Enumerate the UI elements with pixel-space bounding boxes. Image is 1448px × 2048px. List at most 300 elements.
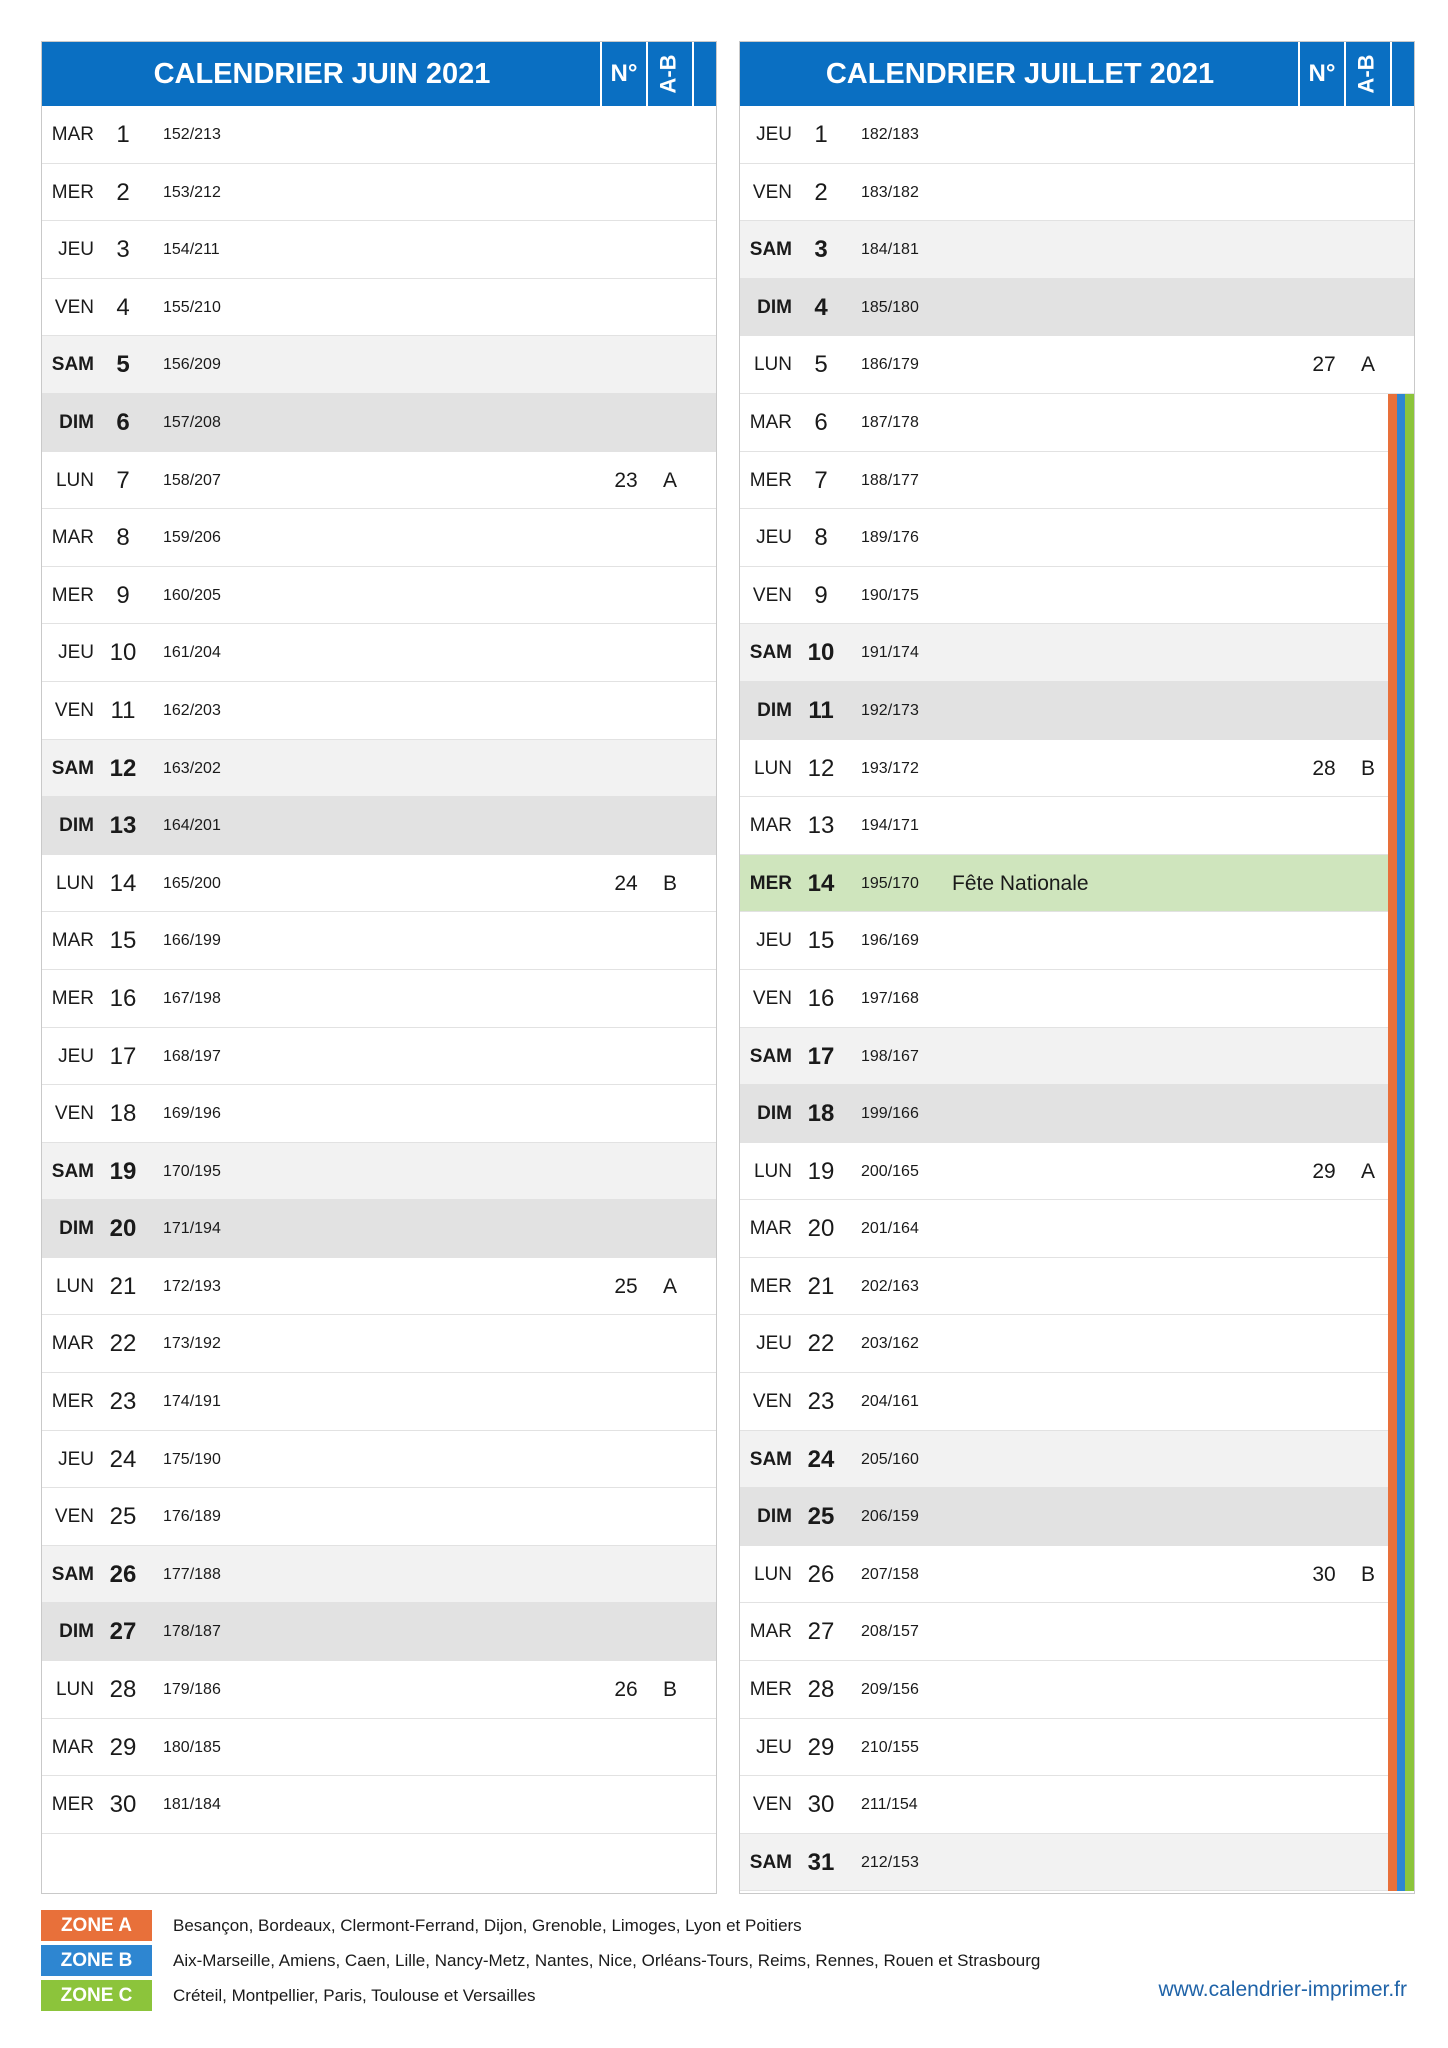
day-ordinal: 205/160 (861, 1450, 919, 1468)
zone-a-bar (1388, 452, 1397, 510)
zone-c-bar (1405, 1431, 1414, 1489)
day-ordinal: 193/172 (861, 759, 919, 777)
day-ordinal: 166/199 (163, 932, 221, 950)
day-of-week: MAR (51, 124, 94, 145)
day-of-week: VEN (54, 296, 94, 318)
zone-b-bar (1397, 1143, 1406, 1201)
zone-c-bar (1405, 1143, 1414, 1201)
calendar-header (740, 42, 1414, 106)
day-ordinal: 177/188 (163, 1565, 221, 1583)
zone-a-bar (1388, 740, 1397, 798)
school-holiday-zones (1388, 1719, 1414, 1777)
calendar-header (42, 42, 716, 106)
day-row (740, 394, 1414, 452)
zone-b-bar (1397, 740, 1406, 798)
school-holiday-zones (1388, 1028, 1414, 1086)
week-ab: A (662, 1274, 677, 1298)
day-row (740, 1143, 1414, 1201)
day-number: 28 (807, 1676, 835, 1704)
zone-c-bar (1405, 509, 1414, 567)
day-number: 27 (807, 1618, 835, 1646)
day-row (42, 1546, 716, 1604)
day-ordinal: 202/163 (861, 1277, 919, 1295)
day-ordinal: 195/170 (861, 874, 919, 892)
day-of-week: LUN (55, 1275, 94, 1297)
zone-a-bar (1388, 1028, 1397, 1086)
zone-a-bar (1388, 855, 1397, 913)
day-number: 14 (109, 869, 137, 897)
day-ordinal: 155/210 (163, 298, 221, 316)
week-number: 23 (614, 468, 638, 492)
school-holiday-zones (1388, 855, 1414, 913)
day-row (42, 912, 716, 970)
day-of-week: LUN (753, 354, 792, 376)
day-ordinal: 210/155 (861, 1738, 919, 1756)
zone-c-bar (1405, 1085, 1414, 1143)
zone-a-cities: Besançon, Bordeaux, Clermont-Ferrand, Dijon, Grenoble, Limoges, Lyon et Poitiers (173, 1916, 802, 1935)
zone-c-bar (1405, 452, 1414, 510)
day-number: 2 (814, 178, 828, 206)
day-row (740, 106, 1414, 164)
school-holiday-zones (1388, 1431, 1414, 1489)
day-number: 3 (116, 236, 130, 264)
legend-zone-a (41, 1908, 1411, 1943)
day-ordinal: 197/168 (861, 989, 919, 1007)
day-ordinal: 186/179 (861, 356, 919, 374)
zone-a-bar (1388, 1431, 1397, 1489)
day-ordinal: 206/159 (861, 1508, 919, 1526)
zone-b-bar (1397, 912, 1406, 970)
day-row (740, 1834, 1414, 1892)
day-number: 30 (807, 1791, 835, 1819)
week-number: 24 (614, 871, 638, 895)
day-row (740, 1085, 1414, 1143)
zone-c-bar (1405, 1258, 1414, 1316)
day-number: 6 (814, 408, 828, 436)
day-of-week: JEU (756, 1333, 792, 1355)
day-number: 30 (109, 1791, 137, 1819)
day-number: 16 (807, 984, 835, 1012)
school-holiday-zones (1388, 970, 1414, 1028)
day-ordinal: 184/181 (861, 241, 919, 259)
day-row (42, 624, 716, 682)
day-number: 4 (116, 293, 130, 321)
day-of-week: DIM (757, 1506, 792, 1528)
day-number: 5 (116, 351, 130, 379)
day-ordinal: 157/208 (163, 413, 221, 431)
school-holiday-zones (1388, 1373, 1414, 1431)
day-ordinal: 162/203 (163, 701, 221, 719)
day-of-week: SAM (749, 642, 792, 664)
zone-c-bar (1405, 567, 1414, 625)
day-of-week: VEN (752, 987, 792, 1009)
website-link[interactable]: www.calendrier-imprimer.fr (1158, 1978, 1407, 2001)
day-row (740, 164, 1414, 222)
day-number: 21 (109, 1272, 137, 1300)
day-of-week: VEN (752, 181, 792, 203)
day-rows (42, 106, 716, 1834)
day-ordinal: 160/205 (163, 586, 221, 604)
day-ordinal: 174/191 (163, 1393, 221, 1411)
day-ordinal: 182/183 (861, 126, 919, 143)
day-ordinal: 154/211 (163, 241, 220, 259)
day-number: 17 (109, 1042, 137, 1070)
day-ordinal: 183/182 (861, 183, 919, 201)
zone-b-bar (1397, 509, 1406, 567)
day-of-week: MER (749, 1679, 792, 1701)
week-ab: A (1360, 1159, 1375, 1183)
day-of-week: SAM (51, 354, 94, 376)
week-ab: A (662, 468, 677, 492)
week-ab: B (662, 1678, 677, 1702)
day-number: 18 (109, 1100, 137, 1128)
day-number: 12 (109, 754, 137, 782)
day-number: 21 (807, 1272, 835, 1300)
day-ordinal: 189/176 (861, 529, 919, 547)
zone-c-bar (1405, 1834, 1414, 1892)
school-holiday-zones (1388, 740, 1414, 798)
day-ordinal: 163/202 (163, 759, 221, 777)
zone-b-bar (1397, 1488, 1406, 1546)
day-number: 22 (109, 1330, 137, 1358)
day-ordinal: 188/177 (861, 471, 919, 489)
day-number: 5 (814, 351, 828, 379)
calendar-title: CALENDRIER JUIN 2021 (153, 58, 491, 90)
day-row (42, 1028, 716, 1086)
day-row (740, 1546, 1414, 1604)
school-holiday-zones (1388, 567, 1414, 625)
day-row (42, 164, 716, 222)
school-holiday-zones (1388, 1776, 1414, 1834)
day-row (740, 970, 1414, 1028)
day-ordinal: 175/190 (163, 1450, 221, 1468)
day-of-week: VEN (54, 699, 94, 721)
zone-a-bar (1388, 1373, 1397, 1431)
day-row (42, 221, 716, 279)
zone-c-badge: ZONE C (41, 1980, 152, 2011)
day-ordinal: 172/193 (163, 1277, 221, 1295)
legend-zone-b (41, 1943, 1411, 1978)
zone-b-bar (1397, 1661, 1406, 1719)
zone-a-bar (1388, 1719, 1397, 1777)
zone-b-bar (1397, 970, 1406, 1028)
day-of-week: DIM (757, 699, 792, 721)
day-row (42, 106, 716, 164)
day-row (42, 1085, 716, 1143)
day-row (740, 1776, 1414, 1834)
day-row (42, 1488, 716, 1546)
day-ordinal: 176/189 (163, 1508, 221, 1526)
zone-b-bar (1397, 1431, 1406, 1489)
school-holiday-zones (1388, 1603, 1414, 1661)
day-number: 3 (814, 236, 828, 264)
zone-a-bar (1388, 682, 1397, 740)
day-of-week: JEU (58, 1045, 94, 1067)
day-ordinal: 203/162 (861, 1335, 919, 1353)
zone-b-bar (1397, 452, 1406, 510)
day-of-week: MAR (749, 815, 792, 837)
day-number: 1 (814, 121, 828, 148)
week-number: 29 (1312, 1159, 1336, 1183)
day-number: 29 (109, 1733, 137, 1761)
zone-a-bar (1388, 1834, 1397, 1892)
day-of-week: SAM (749, 1045, 792, 1067)
day-row (740, 1373, 1414, 1431)
school-holiday-zones (1388, 1258, 1414, 1316)
zone-c-bar (1405, 970, 1414, 1028)
zone-c-bar (1405, 1028, 1414, 1086)
zone-b-bar (1397, 682, 1406, 740)
day-number: 10 (807, 639, 835, 667)
day-ordinal: 178/187 (163, 1623, 221, 1641)
zone-a-bar (1388, 797, 1397, 855)
zone-b-bar (1397, 797, 1406, 855)
day-row (740, 452, 1414, 510)
day-number: 29 (807, 1733, 835, 1761)
day-of-week: MER (749, 469, 792, 491)
day-of-week: DIM (59, 411, 94, 433)
day-row (740, 279, 1414, 337)
header-divider (1390, 42, 1392, 106)
zone-c-bar (1405, 1719, 1414, 1777)
week-number-header: N° (610, 60, 638, 87)
day-of-week: VEN (752, 1391, 792, 1413)
zone-a-bar (1388, 912, 1397, 970)
day-number: 20 (109, 1215, 137, 1243)
day-ordinal: 161/204 (163, 644, 221, 662)
day-row (42, 279, 716, 337)
zone-b-bar (1397, 1834, 1406, 1892)
day-ordinal: 156/209 (163, 356, 221, 374)
day-of-week: SAM (749, 1448, 792, 1470)
day-number: 13 (109, 812, 137, 840)
zone-a-bar (1388, 1661, 1397, 1719)
day-of-week: MER (51, 1794, 94, 1816)
day-ordinal: 158/207 (163, 471, 221, 489)
school-holiday-zones (1388, 394, 1414, 452)
day-ordinal: 209/156 (861, 1681, 919, 1699)
day-row (740, 1258, 1414, 1316)
day-of-week: JEU (58, 1448, 94, 1470)
zone-b-bar (1397, 1315, 1406, 1373)
day-number: 22 (807, 1330, 835, 1358)
school-holiday-zones (1388, 682, 1414, 740)
day-ordinal: 168/197 (163, 1047, 221, 1065)
day-ordinal: 170/195 (163, 1162, 221, 1180)
day-of-week: MER (749, 1275, 792, 1297)
day-of-week: DIM (59, 1621, 94, 1643)
zone-b-bar (1397, 1776, 1406, 1834)
zone-b-bar (1397, 394, 1406, 452)
day-number: 25 (109, 1503, 137, 1531)
day-number: 1 (116, 121, 130, 148)
week-number-header: N° (1308, 60, 1336, 87)
school-holiday-zones (1388, 452, 1414, 510)
day-ordinal: 165/200 (163, 874, 221, 892)
zone-a-bar (1388, 1315, 1397, 1373)
day-number: 13 (807, 812, 835, 840)
day-ordinal: 194/171 (861, 817, 919, 835)
day-number: 27 (109, 1618, 137, 1646)
week-number: 25 (614, 1274, 638, 1298)
day-of-week: MER (51, 181, 94, 203)
day-number: 7 (814, 466, 828, 494)
day-row (42, 567, 716, 625)
zone-b-bar (1397, 1719, 1406, 1777)
day-row (42, 509, 716, 567)
school-holiday-zones (1388, 1661, 1414, 1719)
day-ordinal: 208/157 (861, 1623, 919, 1641)
week-number: 26 (614, 1678, 638, 1702)
day-row (740, 624, 1414, 682)
day-number: 9 (116, 581, 130, 609)
zone-a-bar (1388, 1258, 1397, 1316)
day-rows (740, 106, 1414, 1891)
day-ordinal: 159/206 (163, 529, 221, 547)
zone-c-bar (1405, 1488, 1414, 1546)
day-row (740, 682, 1414, 740)
day-row (42, 682, 716, 740)
school-holiday-zones (1388, 912, 1414, 970)
zone-a-bar (1388, 509, 1397, 567)
day-row (740, 855, 1414, 913)
day-number: 11 (110, 696, 136, 724)
day-of-week: MAR (51, 930, 94, 952)
day-of-week: JEU (756, 1736, 792, 1758)
day-row (740, 1603, 1414, 1661)
week-number: 27 (1312, 353, 1336, 377)
day-row (740, 1431, 1414, 1489)
day-number: 31 (807, 1848, 835, 1876)
day-of-week: MER (51, 1391, 94, 1413)
day-number: 25 (807, 1503, 835, 1531)
day-number: 26 (807, 1560, 835, 1588)
day-of-week: DIM (59, 815, 94, 837)
day-row (42, 394, 716, 452)
day-ordinal: 198/167 (861, 1047, 919, 1065)
day-of-week: MAR (749, 1218, 792, 1240)
day-of-week: MAR (749, 1621, 792, 1643)
week-number: 30 (1312, 1562, 1336, 1586)
day-ordinal: 211/154 (861, 1796, 918, 1814)
school-holiday-zones (1388, 1143, 1414, 1201)
day-of-week: LUN (55, 469, 94, 491)
zone-b-bar (1397, 624, 1406, 682)
week-ab: B (1360, 1562, 1375, 1586)
day-of-week: VEN (54, 1506, 94, 1528)
zone-b-bar (1397, 567, 1406, 625)
zone-a-bar (1388, 970, 1397, 1028)
day-row (740, 336, 1414, 394)
day-of-week: SAM (749, 1851, 792, 1873)
week-ab: B (662, 871, 677, 895)
day-of-week: LUN (55, 1679, 94, 1701)
day-number: 14 (807, 869, 835, 897)
day-ordinal: 181/184 (163, 1796, 221, 1814)
day-of-week: VEN (752, 584, 792, 606)
day-of-week: MER (51, 987, 94, 1009)
zone-a-bar (1388, 394, 1397, 452)
zone-c-bar (1405, 394, 1414, 452)
day-ordinal: 153/212 (163, 183, 221, 201)
holiday-label: Fête Nationale (952, 871, 1089, 895)
day-row (42, 1431, 716, 1489)
header-divider (692, 42, 694, 106)
zone-c-bar (1405, 1200, 1414, 1258)
day-row (42, 1719, 716, 1777)
day-ordinal: 152/213 (163, 126, 221, 143)
zone-a-bar (1388, 1143, 1397, 1201)
day-row (42, 970, 716, 1028)
day-ordinal: 187/178 (861, 413, 919, 431)
day-ordinal: 192/173 (861, 701, 919, 719)
day-number: 6 (116, 408, 130, 436)
day-row (740, 912, 1414, 970)
zone-a-bar (1388, 567, 1397, 625)
zone-a-badge: ZONE A (41, 1910, 152, 1941)
day-number: 15 (109, 927, 137, 955)
zone-b-badge: ZONE B (41, 1945, 152, 1976)
week-ab-header: A-B (655, 54, 681, 94)
day-row (740, 1719, 1414, 1777)
day-row (740, 797, 1414, 855)
zone-c-bar (1405, 740, 1414, 798)
day-number: 8 (814, 524, 828, 552)
day-row (42, 1661, 716, 1719)
day-row (42, 797, 716, 855)
day-row (740, 1661, 1414, 1719)
day-ordinal: 171/194 (163, 1220, 221, 1238)
zone-b-cities: Aix-Marseille, Amiens, Caen, Lille, Nancy-Metz, Nantes, Nice, Orléans-Tours, Reims, Rennes, Rouen et Strasbourg (173, 1951, 1041, 1970)
day-ordinal: 164/201 (163, 817, 221, 835)
day-of-week: LUN (753, 1160, 792, 1182)
zone-c-bar (1405, 1546, 1414, 1604)
day-of-week: MAR (749, 411, 792, 433)
zone-c-bar (1405, 855, 1414, 913)
day-row (740, 1028, 1414, 1086)
zone-c-bar (1405, 624, 1414, 682)
school-holiday-zones (1388, 1315, 1414, 1373)
day-of-week: MAR (51, 1736, 94, 1758)
zone-c-bar (1405, 1315, 1414, 1373)
day-of-week: JEU (756, 124, 792, 145)
day-ordinal: 190/175 (861, 586, 919, 604)
day-number: 24 (807, 1445, 835, 1473)
week-ab-header: A-B (1353, 54, 1379, 94)
day-ordinal: 212/153 (861, 1853, 919, 1871)
zone-a-bar (1388, 1546, 1397, 1604)
zone-b-bar (1397, 1258, 1406, 1316)
day-of-week: MER (51, 584, 94, 606)
day-number: 23 (807, 1388, 835, 1416)
zone-b-bar (1397, 1373, 1406, 1431)
day-number: 10 (109, 639, 137, 667)
day-number: 17 (807, 1042, 835, 1070)
day-row (42, 1258, 716, 1316)
day-number: 18 (807, 1100, 835, 1128)
day-ordinal: 199/166 (861, 1105, 919, 1123)
day-of-week: SAM (51, 1160, 94, 1182)
day-row (740, 1315, 1414, 1373)
zone-a-bar (1388, 624, 1397, 682)
day-of-week: LUN (753, 1563, 792, 1585)
day-of-week: DIM (757, 1103, 792, 1125)
day-row (42, 336, 716, 394)
day-ordinal: 196/169 (861, 932, 919, 950)
zone-c-cities: Créteil, Montpellier, Paris, Toulouse et Versailles (173, 1986, 536, 2005)
school-holiday-zones (1388, 1200, 1414, 1258)
day-of-week: LUN (55, 872, 94, 894)
